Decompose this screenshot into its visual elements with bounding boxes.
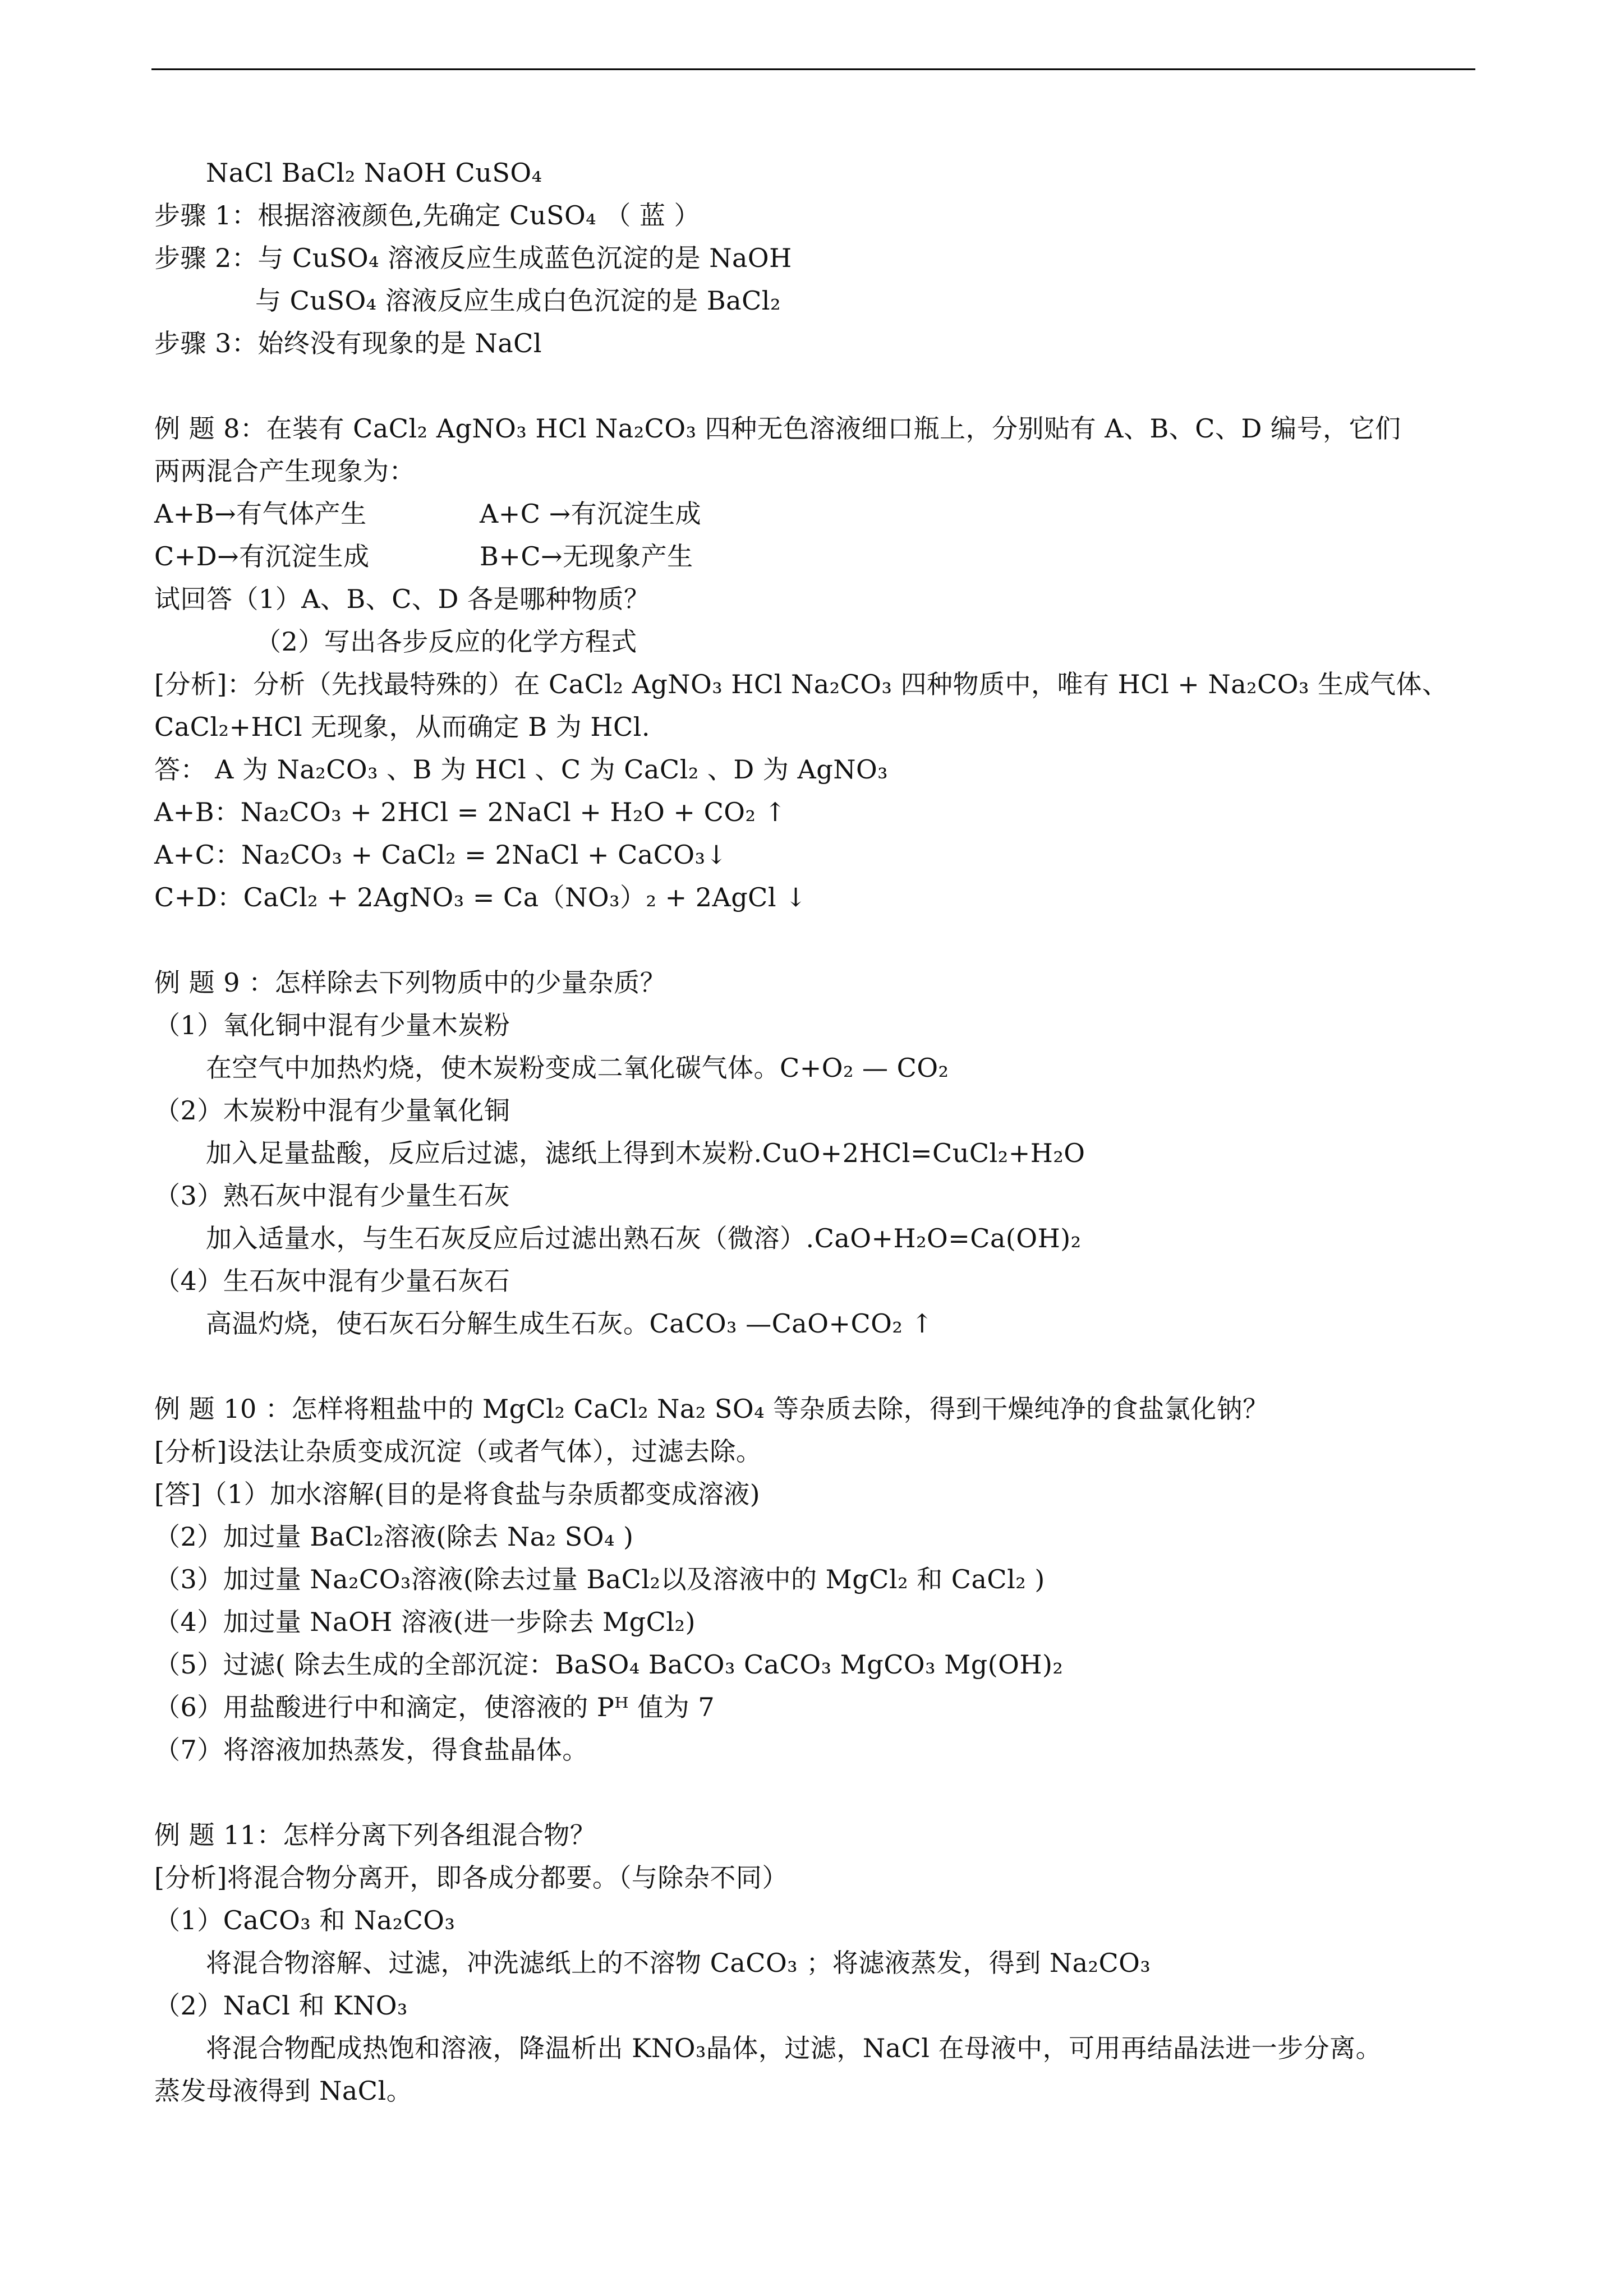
text-line: 两两混合产生现象为： [154,456,415,486]
chemical-equation: C+D：CaCl₂ + 2AgNO₃ = Ca（NO₃）₂ + 2AgCl ↓ [154,882,807,912]
chemical-equation: A+B：Na₂CO₃ + 2HCl = 2NaCl + H₂O + CO₂ ↑ [154,797,786,827]
text-line: 加入足量盐酸，反应后过滤，滤纸上得到木炭粉.CuO+2HCl=CuCl₂+H₂O [206,1138,1085,1168]
example-8-title: 例 题 8：在装有 CaCl₂ AgNO₃ HCl Na₂CO₃ 四种无色溶液细口瓶上，分别贴有 A、B、C、D 编号，它们 [154,413,1401,444]
header-rule [151,68,1475,70]
question-text: （2）写出各步反应的化学方程式 [255,626,637,657]
text-line: （4）生石灰中混有少量石灰石 [154,1266,510,1296]
example-10-title: 例 题 10 ：怎样将粗盐中的 MgCl₂ CaCl₂ Na₂ SO₄ 等杂质去除，得到干燥纯净的食盐氯化钠？ [154,1394,1269,1424]
text-line: （1）氧化铜中混有少量木炭粉 [154,1010,510,1040]
analysis-text: [分析]设法让杂质变成沉淀（或者气体），过滤去除。 [154,1436,762,1467]
pair-observation: B+C→无现象产生 [480,541,693,571]
text-line: 高温灼烧，使石灰石分解生成生石灰。CaCO₃ —CaO+CO₂ ↑ [206,1308,933,1339]
answer-text: [答]（1）加水溶解(目的是将食盐与杂质都变成溶液) [154,1479,761,1509]
reagent-list: NaCl BaCl₂ NaOH CuSO₄ [206,158,542,188]
pair-observation: A+B→有气体产生 [154,499,367,529]
example-11-title: 例 题 11：怎样分离下列各组混合物？ [154,1820,596,1850]
analysis-text: [分析]：分析（先找最特殊的）在 CaCl₂ AgNO₃ HCl Na₂CO₃ 四种物质中，唯有 HCl + Na₂CO₃ 生成气体、 [154,669,1448,699]
analysis-text: CaCl₂+HCl 无现象，从而确定 B 为 HCl. [154,712,650,742]
text-line: 在空气中加热灼烧，使木炭粉变成二氧化碳气体。C+O₂ — CO₂ [206,1053,949,1083]
reaction-pair-row [154,492,1478,535]
chemical-equation: A+C：Na₂CO₃ + CaCl₂ = 2NaCl + CaCO₃↓ [154,840,728,870]
text-line: 步骤 3：始终没有现象的是 NaCl [154,328,542,358]
pair-observation: A+C →有沉淀生成 [480,499,702,529]
text-line: 与 CuSO₄ 溶液反应生成白色沉淀的是 BaCl₂ [255,285,781,316]
text-line: 将混合物配成热饱和溶液，降温析出 KNO₃晶体，过滤，NaCl 在母液中，可用再结晶法进一步分离。 [206,2033,1382,2063]
text-line: （2）NaCl 和 KNO₃ [154,1990,408,2021]
text-line: （3）加过量 Na₂CO₃溶液(除去过量 BaCl₂以及溶液中的 MgCl₂ 和 CaCl₂ ) [154,1564,1045,1594]
pair-observation: C+D→有沉淀生成 [154,541,370,571]
text-line: 将混合物溶解、过滤，冲洗滤纸上的不溶物 CaCO₃ ；将滤液蒸发，得到 Na₂CO₃ [206,1948,1151,1978]
text-line: 加入适量水，与生石灰反应后过滤出熟石灰（微溶）.CaO+H₂O=Ca(OH)₂ [206,1223,1082,1253]
text-line: （5）过滤( 除去生成的全部沉淀：BaSO₄ BaCO₃ CaCO₃ MgCO₃ Mg(OH)₂ [154,1649,1064,1680]
text-line: （6）用盐酸进行中和滴定，使溶液的 Pᴴ 值为 7 [154,1692,715,1722]
reaction-pair-row [154,535,1478,578]
text-line: （4）加过量 NaOH 溶液(进一步除去 MgCl₂) [154,1607,696,1637]
example-9-title: 例 题 9 ：怎样除去下列物质中的少量杂质？ [154,967,666,998]
text-line: （1）CaCO₃ 和 Na₂CO₃ [154,1905,456,1935]
text-line: 步骤 1：根据溶液颜色,先确定 CuSO₄ （ 蓝 ） [154,200,700,230]
text-line: （2）木炭粉中混有少量氧化铜 [154,1095,510,1126]
document-body [154,151,1478,2112]
text-line: （2）加过量 BaCl₂溶液(除去 Na₂ SO₄ ) [154,1522,634,1552]
text-line: （7）将溶液加热蒸发，得食盐晶体。 [154,1735,588,1765]
question-text: 试回答（1）A、B、C、D 各是哪种物质？ [154,584,650,614]
text-line: 步骤 2：与 CuSO₄ 溶液反应生成蓝色沉淀的是 NaOH [154,243,792,273]
text-line: （3）熟石灰中混有少量生石灰 [154,1181,510,1211]
analysis-text: [分析]将混合物分离开，即各成分都要。（与除杂不同） [154,1862,788,1893]
text-line: 蒸发母液得到 NaCl。 [154,2076,413,2106]
answer-text: 答： A 为 Na₂CO₃ 、B 为 HCl 、C 为 CaCl₂ 、D 为 AgNO₃ [154,754,889,785]
